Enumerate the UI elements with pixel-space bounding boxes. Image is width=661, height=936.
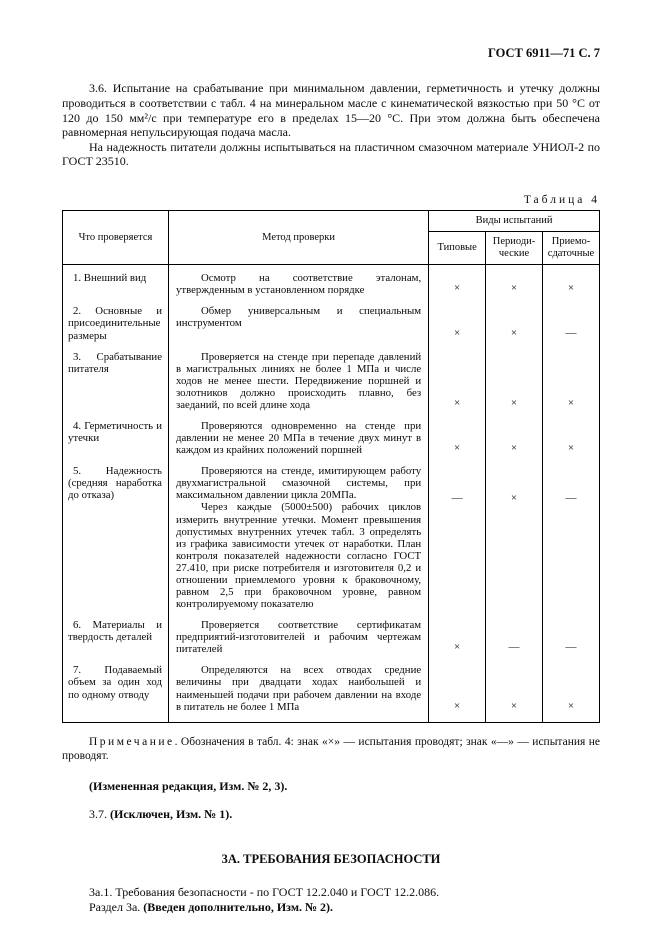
paragraph-3a-2-text: (Введен дополнительно, Изм. № 2). <box>143 899 334 914</box>
column-header-acceptance: Приемо-сдаточные <box>543 232 600 265</box>
row-what-cell: 2. Основные и присоединительные размеры <box>63 298 169 343</box>
mark-cell-acceptance: × <box>543 413 600 458</box>
table-row <box>63 265 600 299</box>
table-body <box>63 265 600 723</box>
method-text-continued: Через каждые (5000±500) рабочих циклов измерить внутренние утечки. Момент превышения допустимых внутренних утечек табл. 3 определять из графика зависимости утечек от наработки. План контроля показателей надежности согласно ГОСТ 27.410, при риске потребителя и изготовителя 0,2 и отношении приемлемого уровня к браковочному, равном 2,5 при браковочном уровне, равном контролируемому показателю <box>175 501 422 611</box>
table-row <box>63 298 600 343</box>
table-caption: Таблица 4 <box>523 194 600 206</box>
method-text: Определяются на всех отводах средние величины при двадцати ходах наибольшей и наименьшей подачи при рабочем давлении на входе в питатель не более 1 МПа <box>175 664 422 713</box>
mark-cell-acceptance: — <box>543 612 600 657</box>
table-note <box>62 735 600 763</box>
column-header-test-kinds: Виды испытаний <box>429 211 600 232</box>
column-header-method: Метод проверки <box>168 211 428 265</box>
mark-cell-acceptance: × <box>543 265 600 299</box>
method-text: Проверяются на стенде, имитирующем работу двухмагистральной смазочной системы, при максимальном давлении цикла 20МПа. <box>175 465 422 502</box>
row-what-cell: 6. Материалы и твердость деталей <box>63 612 169 657</box>
mark-cell-acceptance: × <box>543 657 600 722</box>
column-header-periodic: Периоди-ческие <box>486 232 543 265</box>
mark-cell-typical: × <box>429 344 486 413</box>
row-what-cell: 7. Подаваемый объем за один ход по одному отводу <box>63 657 169 722</box>
paragraph-3-7-text: (Исключен, Изм. № 1). <box>110 807 233 822</box>
table-row <box>63 657 600 722</box>
table-row <box>63 612 600 657</box>
note-label: Примечание <box>89 735 175 748</box>
row-method-cell <box>168 612 428 657</box>
paragraph-3-6: 3.6. Испытание на срабатывание при минимальном давлении, герметичность и утечку должны проводиться в соответствии с табл. 4 на минеральном масле с кинематической вязкостью при 50 °С от 120 до 150 мм²/с при температуре его в пределах 15—20 °С. При этом должна быть обеспечена равномерная непульсирующая подача масла. <box>62 81 600 140</box>
column-header-typical: Типовые <box>429 232 486 265</box>
column-header-what: Что проверяется <box>63 211 169 265</box>
row-what-cell: 1. Внешний вид <box>63 265 169 299</box>
section-3a-heading: 3А. ТРЕБОВАНИЯ БЕЗОПАСНОСТИ <box>221 851 441 866</box>
table-row <box>63 344 600 413</box>
note-text: . Обозначения в табл. 4: знак «×» — испытания проводят; знак «—» — испытания не проводят. <box>62 735 600 762</box>
mark-cell-acceptance: — <box>543 458 600 612</box>
method-text: Проверяется соответствие сертификатам предприятий-изготовителей и рабочим чертежам питателей <box>175 619 422 656</box>
paragraph-3a-1: 3а.1. Требования безопасности - по ГОСТ 12.2.040 и ГОСТ 12.2.086. <box>89 885 440 900</box>
mark-cell-acceptance: × <box>543 344 600 413</box>
table-row <box>63 413 600 458</box>
paragraph-3-7 <box>62 807 600 822</box>
row-what-cell: 4. Герметичность и утечки <box>63 413 169 458</box>
row-what-cell: 5. Надежность (средняя наработка до отказа) <box>63 458 169 612</box>
row-method-cell <box>168 344 428 413</box>
table-row <box>63 458 600 612</box>
row-what-cell: 3. Срабатывание питателя <box>63 344 169 413</box>
paragraph-3-7-number: 3.7. <box>89 807 110 822</box>
mark-cell-typical: × <box>429 612 486 657</box>
row-method-cell <box>168 458 428 612</box>
mark-cell-typical: — <box>429 458 486 612</box>
mark-cell-typical: × <box>429 265 486 299</box>
mark-cell-typical: × <box>429 413 486 458</box>
table-head <box>63 211 600 265</box>
mark-cell-typical: × <box>429 657 486 722</box>
mark-cell-periodic: × <box>486 265 543 299</box>
paragraph-3-6-continued: На надежность питатели должны испытываться на пластичном смазочном материале УНИОЛ-2 по ГОСТ 23510. <box>62 139 600 169</box>
mark-cell-typical: × <box>429 298 486 343</box>
method-text: Обмер универсальным и специальным инструментом <box>175 305 422 330</box>
method-text: Проверяется на стенде при перепаде давлений в магистральных линиях не более 1 МПа и числе ходов не менее шести. Передвижение поршней и золотников должно происходить плавно, без заеданий, по всей длине хода <box>175 350 422 411</box>
paragraph-3a-2-prefix: Раздел 3а. <box>89 899 144 914</box>
row-method-cell <box>168 657 428 722</box>
page-header: ГОСТ 6911—71 С. 7 <box>488 46 600 60</box>
row-method-cell <box>168 265 428 299</box>
mark-cell-periodic: — <box>486 612 543 657</box>
row-method-cell <box>168 413 428 458</box>
paragraph-3a-2 <box>62 900 600 915</box>
mark-cell-periodic: × <box>486 413 543 458</box>
method-text: Осмотр на соответствие эталонам, утвержденным в установленном порядке <box>175 272 422 297</box>
amendment-note: (Измененная редакция, Изм. № 2, 3). <box>89 778 288 793</box>
mark-cell-periodic: × <box>486 458 543 612</box>
mark-cell-periodic: × <box>486 298 543 343</box>
row-method-cell <box>168 298 428 343</box>
method-text: Проверяются одновременно на стенде при давлении не менее 20 МПа в течение двух минут в каждом из крайних положений поршней <box>175 419 422 457</box>
test-types-table <box>62 210 600 723</box>
mark-cell-periodic: × <box>486 344 543 413</box>
mark-cell-periodic: × <box>486 657 543 722</box>
mark-cell-acceptance: — <box>543 298 600 343</box>
